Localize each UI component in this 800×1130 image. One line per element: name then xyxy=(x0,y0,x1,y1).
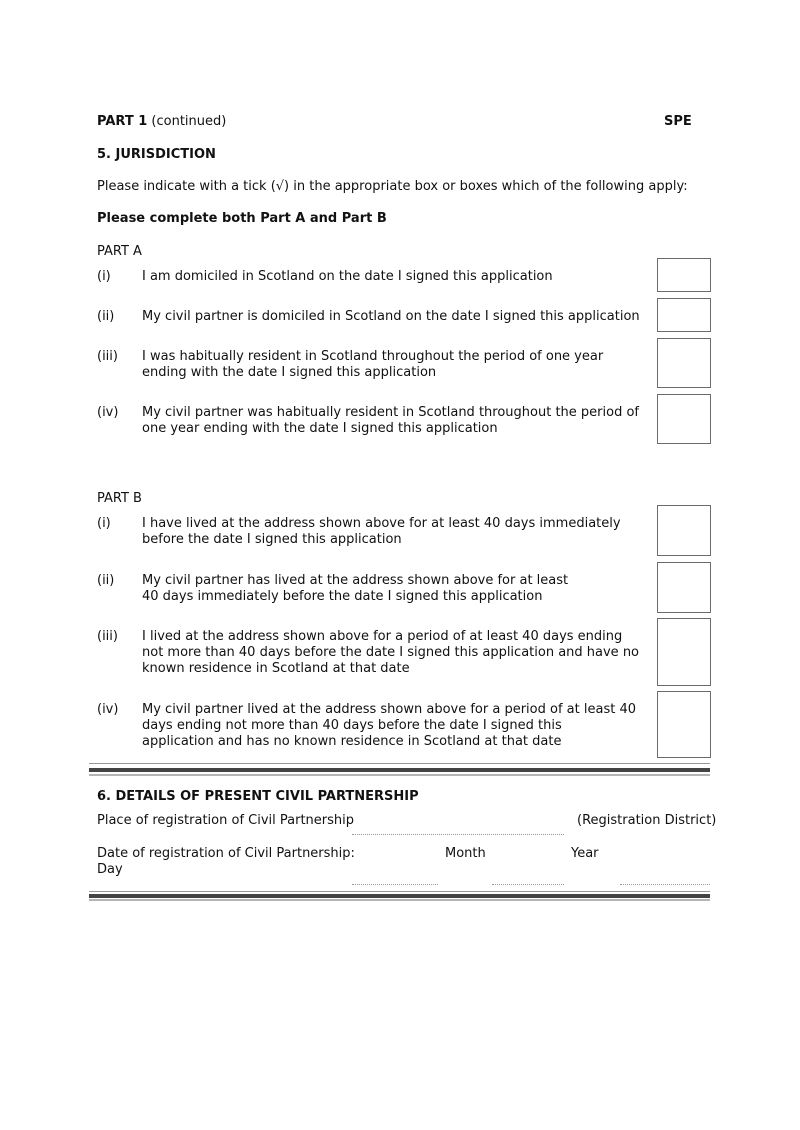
part-a-label: PART A xyxy=(97,244,142,259)
month-label: Month xyxy=(445,846,486,861)
section-title-civil-partnership: 6. DETAILS OF PRESENT CIVIL PARTNERSHIP xyxy=(97,789,419,804)
part-label: PART 1 xyxy=(97,114,148,129)
emphasis-text: Please complete both Part A and Part B xyxy=(97,211,387,226)
day-field[interactable] xyxy=(352,884,438,885)
item-text: I am domiciled in Scotland on the date I signed this application xyxy=(142,269,553,284)
item-text: I was habitually resident in Scotland throughout the period of one year ending with the date I signed this application xyxy=(142,349,604,380)
tick-box-part-b-i[interactable] xyxy=(657,505,711,556)
item-number: (iv) xyxy=(97,702,119,717)
item-number: (i) xyxy=(97,269,111,284)
section-title-jurisdiction: 5. JURISDICTION xyxy=(97,147,216,162)
item-number: (ii) xyxy=(97,309,115,324)
tick-box-part-b-ii[interactable] xyxy=(657,562,711,613)
item-text: I lived at the address shown above for a period of at least 40 days ending not more than 40 days before the date I signed this application and have no known residence in Scotland at that date xyxy=(142,629,640,676)
month-field[interactable] xyxy=(492,884,564,885)
item-number: (i) xyxy=(97,516,111,531)
item-text: My civil partner was habitually resident in Scotland throughout the period of one year ending with the date I signed this application xyxy=(142,405,639,436)
section-divider xyxy=(89,899,710,901)
section-divider xyxy=(89,894,710,898)
section-divider xyxy=(89,768,710,772)
tick-box-part-a-iii[interactable] xyxy=(657,338,711,388)
section-divider xyxy=(89,891,710,892)
instruction-text: Please indicate with a tick (√) in the appropriate box or boxes which of the following apply: xyxy=(97,179,688,194)
place-label: Place of registration of Civil Partnership xyxy=(97,813,355,828)
tick-box-part-a-iv[interactable] xyxy=(657,394,711,444)
tick-box-part-b-iv[interactable] xyxy=(657,691,711,758)
item-number: (iii) xyxy=(97,629,118,644)
item-text: My civil partner lived at the address shown above for a period of at least 40 days ending not more than 40 days before the date I signed this application and has no known residence in Scotland at that date xyxy=(142,702,636,749)
year-label: Year xyxy=(571,846,599,861)
part-suffix: (continued) xyxy=(151,114,227,129)
place-of-registration-field[interactable] xyxy=(352,834,564,835)
year-field[interactable] xyxy=(620,884,710,885)
item-number: (iii) xyxy=(97,349,118,364)
tick-box-part-a-i[interactable] xyxy=(657,258,711,292)
tick-box-part-b-iii[interactable] xyxy=(657,618,711,686)
section-divider xyxy=(89,763,710,764)
item-text: My civil partner is domiciled in Scotland on the date I signed this application xyxy=(142,309,640,324)
tick-box-part-a-ii[interactable] xyxy=(657,298,711,332)
place-suffix: (Registration District) xyxy=(577,813,717,828)
section-divider xyxy=(89,774,710,776)
item-text: I have lived at the address shown above for at least 40 days immediately before the date I signed this application xyxy=(142,516,621,547)
item-number: (iv) xyxy=(97,405,119,420)
day-label: Day xyxy=(97,862,123,877)
date-label: Date of registration of Civil Partnership: xyxy=(97,846,355,861)
item-text: My civil partner has lived at the address shown above for at least 40 days immediately before the date I signed this application xyxy=(142,573,569,604)
item-number: (ii) xyxy=(97,573,115,588)
part-b-label: PART B xyxy=(97,491,142,506)
part-heading xyxy=(97,114,226,129)
form-code: SPE xyxy=(664,114,692,129)
